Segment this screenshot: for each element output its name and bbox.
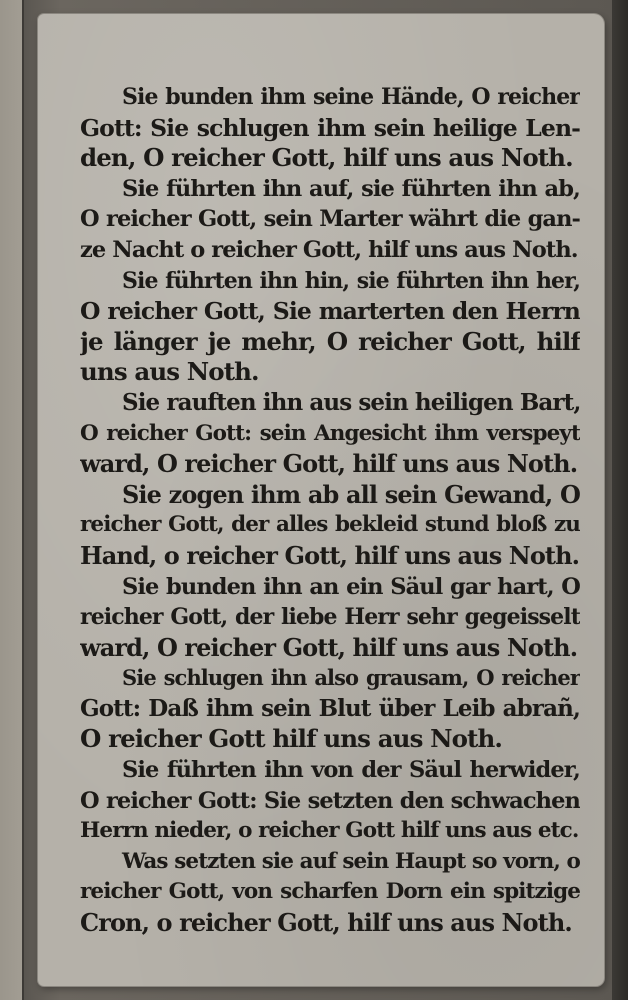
text-line: Cron, o reicher Gott, hilf uns aus Noth.	[80, 908, 572, 938]
text-line: O reicher Gott, Sie marterten den Herrn	[80, 297, 580, 326]
text-line: Gott: Sie schlugen ihm sein heilige Len-	[80, 113, 580, 142]
text-line: O reicher Gott, sein Marter währt die gan-	[80, 206, 580, 233]
text-line: uns aus Noth.	[80, 357, 259, 387]
text-line: reicher Gott, von scharfen Dorn ein spitzige	[80, 879, 580, 905]
text-line: Gott: Daß ihm sein Blut über Leib abrañ,	[80, 694, 580, 722]
text-line: O reicher Gott: Sie setzten den schwachen	[80, 787, 580, 814]
text-line: Sie zogen ihm ab all sein Gewand, O	[122, 479, 580, 509]
text-line: Sie bunden ihm seine Hände, O reicher	[122, 84, 580, 110]
text-line: reicher Gott, der alles bekleid stund bloß zu	[80, 512, 580, 538]
text-line: Sie führten ihn auf, sie führten ihn ab,	[122, 175, 580, 202]
text-line: ward, O reicher Gott, hilf uns aus Noth.	[80, 632, 578, 662]
document-page	[38, 14, 604, 986]
text-line: Hand, o reicher Gott, hilf uns aus Noth.	[80, 540, 580, 570]
text-line: Sie schlugen ihn also grausam, O reicher	[122, 665, 580, 691]
text-line: Was setzten sie auf sein Haupt so vorn, o	[122, 848, 580, 874]
previous-page-edge	[0, 0, 24, 1000]
text-line: Herrn nieder, o reicher Gott hilf uns aus etc.	[80, 818, 579, 844]
text-line: Sie bunden ihn an ein Säul gar hart, O	[122, 573, 580, 600]
text-line: ze Nacht o reicher Gott, hilf uns aus Noth.	[80, 236, 578, 263]
text-line: Sie führten ihn von der Säul herwider,	[122, 757, 580, 784]
text-line: Sie führten ihn hin, sie führten ihn her,	[122, 267, 580, 294]
text-line: den, O reicher Gott, hilf uns aus Noth.	[80, 143, 573, 173]
verse-text-block	[80, 82, 580, 939]
text-line: je länger je mehr, O reicher Gott, hilf	[80, 326, 580, 356]
text-line: Sie rauften ihn aus sein heiligen Bart,	[122, 388, 580, 416]
text-line: ward, O reicher Gott, hilf uns aus Noth.	[80, 449, 578, 479]
text-line: reicher Gott, der liebe Herr sehr gegeisselt	[80, 604, 580, 631]
binding-edge	[612, 0, 628, 1000]
text-line: O reicher Gott: sein Angesicht ihm verspeyt	[80, 420, 580, 446]
text-line: O reicher Gott hilf uns aus Noth.	[80, 724, 503, 754]
